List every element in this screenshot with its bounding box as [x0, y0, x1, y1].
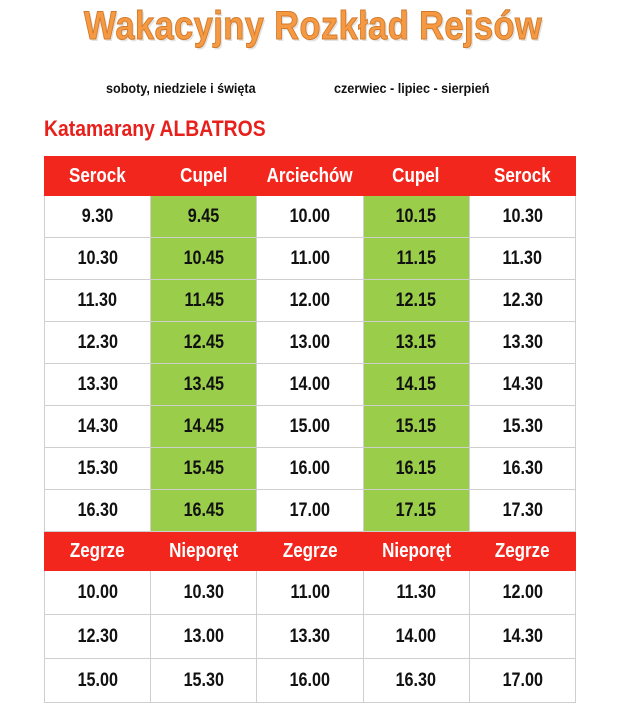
time-value: 14.30: [502, 373, 543, 395]
time-value: 15.30: [502, 415, 543, 437]
header-label: Cupel: [392, 164, 440, 187]
header-label: Zegrze: [282, 539, 338, 562]
timetable: [44, 156, 576, 703]
time-value: 13.00: [289, 331, 331, 353]
header-cell: [45, 157, 151, 196]
time-cell: [151, 571, 257, 615]
table-row: [45, 322, 576, 364]
time-cell: [151, 490, 257, 532]
time-cell: [363, 571, 469, 615]
time-value: 12.30: [77, 331, 118, 353]
time-cell: [151, 364, 257, 406]
time-cell: [469, 280, 575, 322]
time-cell: [257, 364, 363, 406]
time-cell: [257, 448, 363, 490]
header-cell: [257, 532, 363, 571]
time-cell: [257, 615, 363, 659]
header-label: Cupel: [180, 164, 228, 187]
time-value: 14.00: [289, 373, 331, 395]
time-cell: [257, 238, 363, 280]
time-value: 10.00: [77, 581, 118, 603]
time-cell: [469, 571, 575, 615]
table-row: [45, 448, 576, 490]
time-value: 13.00: [183, 625, 224, 647]
table-row: [45, 615, 576, 659]
days-subtitle: soboty, niedziele i święta: [106, 80, 256, 96]
time-value: 10.30: [502, 205, 543, 227]
time-cell: [257, 659, 363, 703]
header-label: Zegrze: [70, 539, 125, 562]
time-value: 9.45: [188, 205, 220, 227]
time-value: 12.00: [502, 581, 543, 603]
time-cell: [469, 322, 575, 364]
time-cell: [45, 238, 151, 280]
time-value: 14.45: [183, 415, 224, 437]
table-row: [45, 280, 576, 322]
time-value: 9.30: [81, 205, 114, 227]
time-value: 11.00: [290, 247, 330, 269]
time-value: 14.00: [395, 625, 437, 647]
time-value: 11.30: [396, 581, 436, 603]
time-cell: [45, 196, 151, 238]
time-cell: [151, 448, 257, 490]
table-row: [45, 490, 576, 532]
time-cell: [257, 322, 363, 364]
time-value: 12.00: [289, 289, 331, 311]
time-cell: [469, 490, 575, 532]
time-value: 16.00: [289, 669, 331, 691]
time-value: 14.30: [502, 625, 543, 647]
time-cell: [45, 490, 151, 532]
table-row: [45, 364, 576, 406]
table-row: [45, 406, 576, 448]
time-cell: [45, 659, 151, 703]
time-value: 12.15: [395, 289, 437, 311]
time-cell: [45, 448, 151, 490]
time-cell: [363, 659, 469, 703]
time-value: 15.30: [77, 457, 118, 479]
time-cell: [257, 406, 363, 448]
time-cell: [363, 448, 469, 490]
time-value: 17.30: [502, 499, 543, 521]
time-cell: [45, 615, 151, 659]
time-value: 11.30: [77, 289, 118, 311]
header-cell: [151, 532, 257, 571]
time-cell: [45, 322, 151, 364]
time-cell: [257, 280, 363, 322]
time-value: 10.45: [183, 247, 224, 269]
header-row-albatros: [45, 157, 576, 196]
time-value: 15.00: [77, 669, 118, 691]
time-cell: [469, 615, 575, 659]
time-value: 11.15: [396, 247, 436, 269]
time-value: 16.15: [395, 457, 437, 479]
time-cell: [363, 322, 469, 364]
time-value: 13.45: [183, 373, 224, 395]
time-value: 10.30: [183, 581, 224, 603]
table-row: [45, 571, 576, 615]
header-label: Nieporęt: [169, 539, 239, 562]
table-row: [45, 238, 576, 280]
time-cell: [151, 615, 257, 659]
time-value: 12.30: [77, 625, 118, 647]
time-value: 14.15: [395, 373, 437, 395]
time-cell: [363, 280, 469, 322]
header-label: Nieporęt: [381, 539, 451, 562]
time-cell: [151, 280, 257, 322]
header-row-zegrze: [45, 532, 576, 571]
time-cell: [363, 406, 469, 448]
time-cell: [151, 322, 257, 364]
time-cell: [257, 571, 363, 615]
time-value: 11.00: [290, 581, 330, 603]
header-cell: [45, 532, 151, 571]
time-value: 13.30: [289, 625, 331, 647]
time-value: 11.30: [502, 247, 543, 269]
header-cell: [151, 157, 257, 196]
time-value: 12.30: [502, 289, 543, 311]
header-cell: [469, 157, 575, 196]
time-cell: [257, 490, 363, 532]
header-label: Zegrze: [494, 539, 550, 562]
time-value: 13.15: [395, 331, 437, 353]
time-value: 16.30: [395, 669, 437, 691]
header-cell: [363, 532, 469, 571]
table-row: [45, 659, 576, 703]
time-cell: [45, 571, 151, 615]
time-cell: [257, 196, 363, 238]
time-value: 15.30: [183, 669, 224, 691]
time-value: 10.00: [289, 205, 331, 227]
header-cell: [363, 157, 469, 196]
time-value: 11.45: [184, 289, 224, 311]
time-value: 12.45: [183, 331, 224, 353]
table-row: [45, 196, 576, 238]
time-cell: [45, 280, 151, 322]
time-value: 17.15: [395, 499, 437, 521]
time-cell: [151, 659, 257, 703]
time-cell: [45, 406, 151, 448]
time-cell: [469, 406, 575, 448]
header-label: Arciechów: [266, 164, 353, 187]
time-value: 10.30: [77, 247, 118, 269]
time-cell: [151, 238, 257, 280]
time-value: 15.00: [289, 415, 331, 437]
time-cell: [469, 238, 575, 280]
time-cell: [45, 364, 151, 406]
time-cell: [363, 490, 469, 532]
time-cell: [469, 196, 575, 238]
time-cell: [363, 238, 469, 280]
time-cell: [363, 196, 469, 238]
page-title: Wakacyjny Rozkład Rejsów: [83, 4, 543, 48]
time-cell: [469, 659, 575, 703]
time-value: 16.30: [502, 457, 543, 479]
time-value: 17.00: [502, 669, 543, 691]
time-value: 13.30: [77, 373, 118, 395]
time-cell: [363, 615, 469, 659]
months-subtitle: czerwiec - lipiec - sierpień: [334, 80, 490, 96]
time-value: 13.30: [502, 331, 543, 353]
header-cell: [257, 157, 363, 196]
header-label: Serock: [494, 164, 551, 187]
header-cell: [469, 532, 575, 571]
section-title: Katamarany ALBATROS: [44, 116, 266, 141]
time-cell: [151, 196, 257, 238]
time-cell: [469, 448, 575, 490]
time-value: 14.30: [77, 415, 118, 437]
time-cell: [151, 406, 257, 448]
time-value: 16.00: [289, 457, 331, 479]
time-value: 16.30: [77, 499, 118, 521]
header-label: Serock: [69, 164, 126, 187]
time-value: 15.15: [395, 415, 437, 437]
time-value: 16.45: [183, 499, 224, 521]
time-value: 10.15: [395, 205, 437, 227]
time-cell: [363, 364, 469, 406]
time-cell: [469, 364, 575, 406]
time-value: 15.45: [183, 457, 224, 479]
time-value: 17.00: [289, 499, 331, 521]
